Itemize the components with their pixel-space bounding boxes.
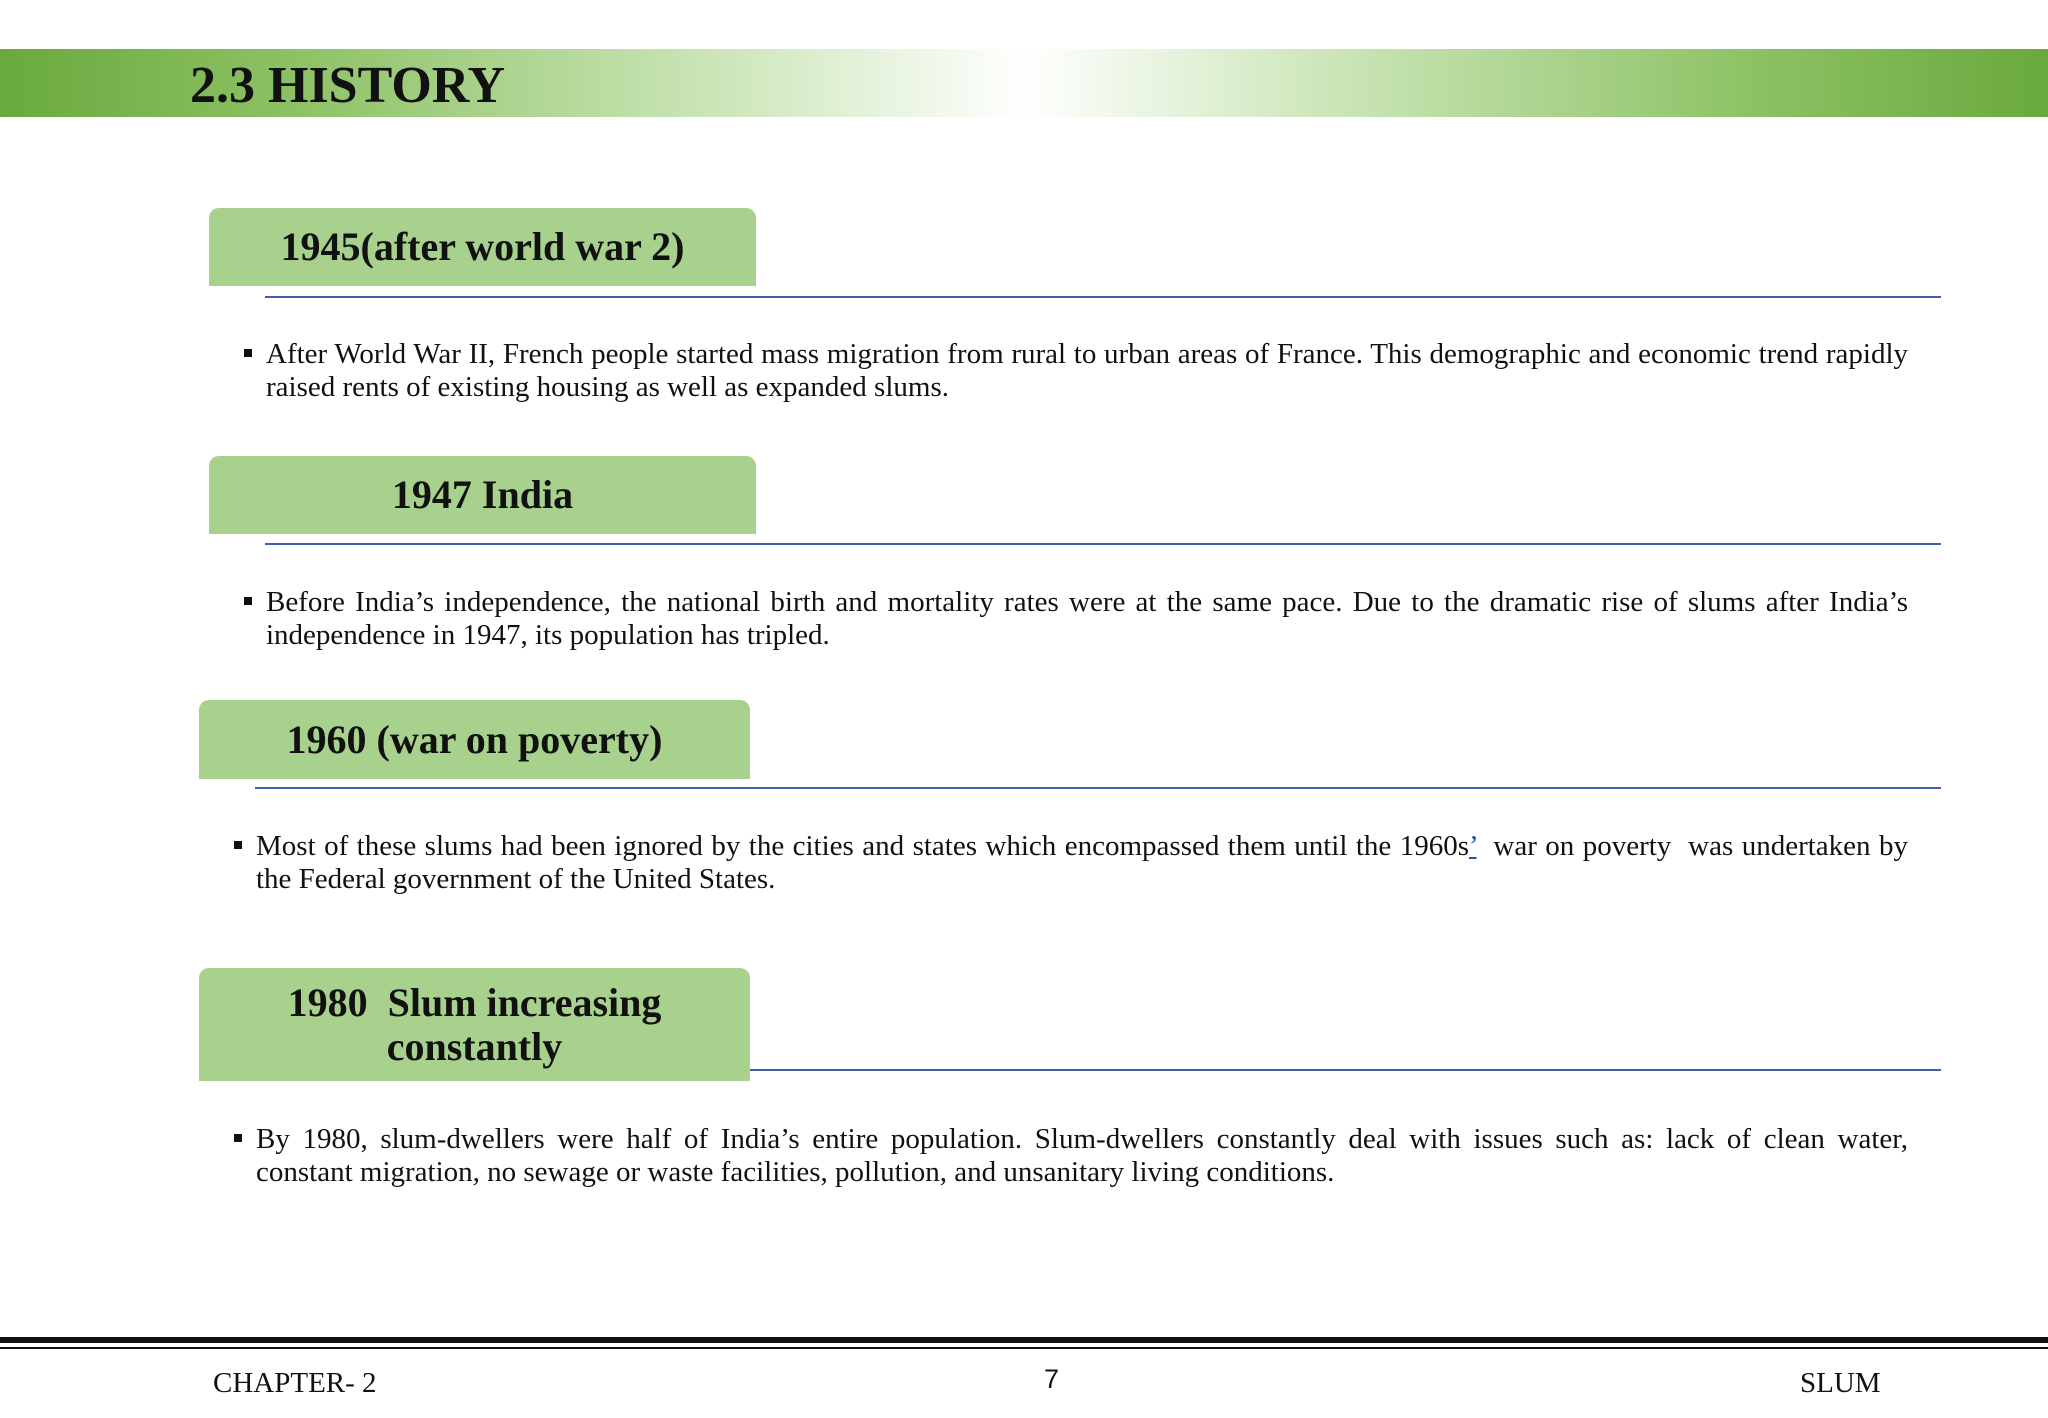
footer-chapter: CHAPTER- 2 <box>213 1367 377 1399</box>
section-1960-text-end: war on poverty was undertaken by the Federal government of the United States. <box>256 830 1916 895</box>
section-1980-heading-line-1: 1980 Slum increasing <box>287 979 662 1025</box>
section-1947-tab <box>209 456 756 534</box>
section-1960-text-start: Most of these slums had been ignored by the cities and states which encompassed them until the 1960s <box>256 830 1469 862</box>
bullet-icon <box>234 1134 242 1142</box>
section-1960-tab <box>199 700 750 779</box>
section-1947-divider <box>265 543 1941 545</box>
section-1980-text: By 1980, slum-dwellers were half of India’s entire population. Slum-dwellers constantly deal with issues such as: lack of clean water, constant migration, no sewage or waste facilities, pollution, and unsanitary living conditions. <box>256 1123 1908 1188</box>
section-1980-heading-line-2: constantly <box>386 1023 563 1069</box>
section-1960-heading: 1960 (war on poverty) <box>286 716 663 762</box>
footer-rule-thin <box>0 1347 2048 1349</box>
section-1945-divider <box>265 296 1941 298</box>
section-1945-text: After World War II, French people started mass migration from rural to urban areas of France. This demographic and economic trend rapidly raised rents of existing housing as well as expanded slums. <box>266 338 1908 403</box>
section-1960-divider <box>255 787 1941 789</box>
bullet-icon <box>244 349 252 357</box>
section-1960-link[interactable]: ’ <box>1468 830 1477 862</box>
footer-rule-thick <box>0 1337 2048 1343</box>
section-1980-tab <box>199 968 750 1081</box>
section-1945-heading: 1945(after world war 2) <box>280 224 685 269</box>
bullet-icon <box>244 597 252 605</box>
bullet-icon <box>234 841 242 849</box>
section-1945-tab <box>209 208 756 286</box>
section-1947-heading: 1947 India <box>391 472 574 517</box>
footer-title: SLUM <box>1800 1367 1881 1399</box>
section-1947-text: Before India’s independence, the national birth and mortality rates were at the same pace. Due to the dramatic rise of slums after India’s independence in 1947, its population has tripled. <box>266 586 1908 651</box>
section-1960-text <box>256 830 1916 896</box>
footer-page-number: 7 <box>1044 1364 1060 1394</box>
page-title: 2.3 HISTORY <box>190 57 506 114</box>
section-1980-divider <box>750 1069 1941 1071</box>
